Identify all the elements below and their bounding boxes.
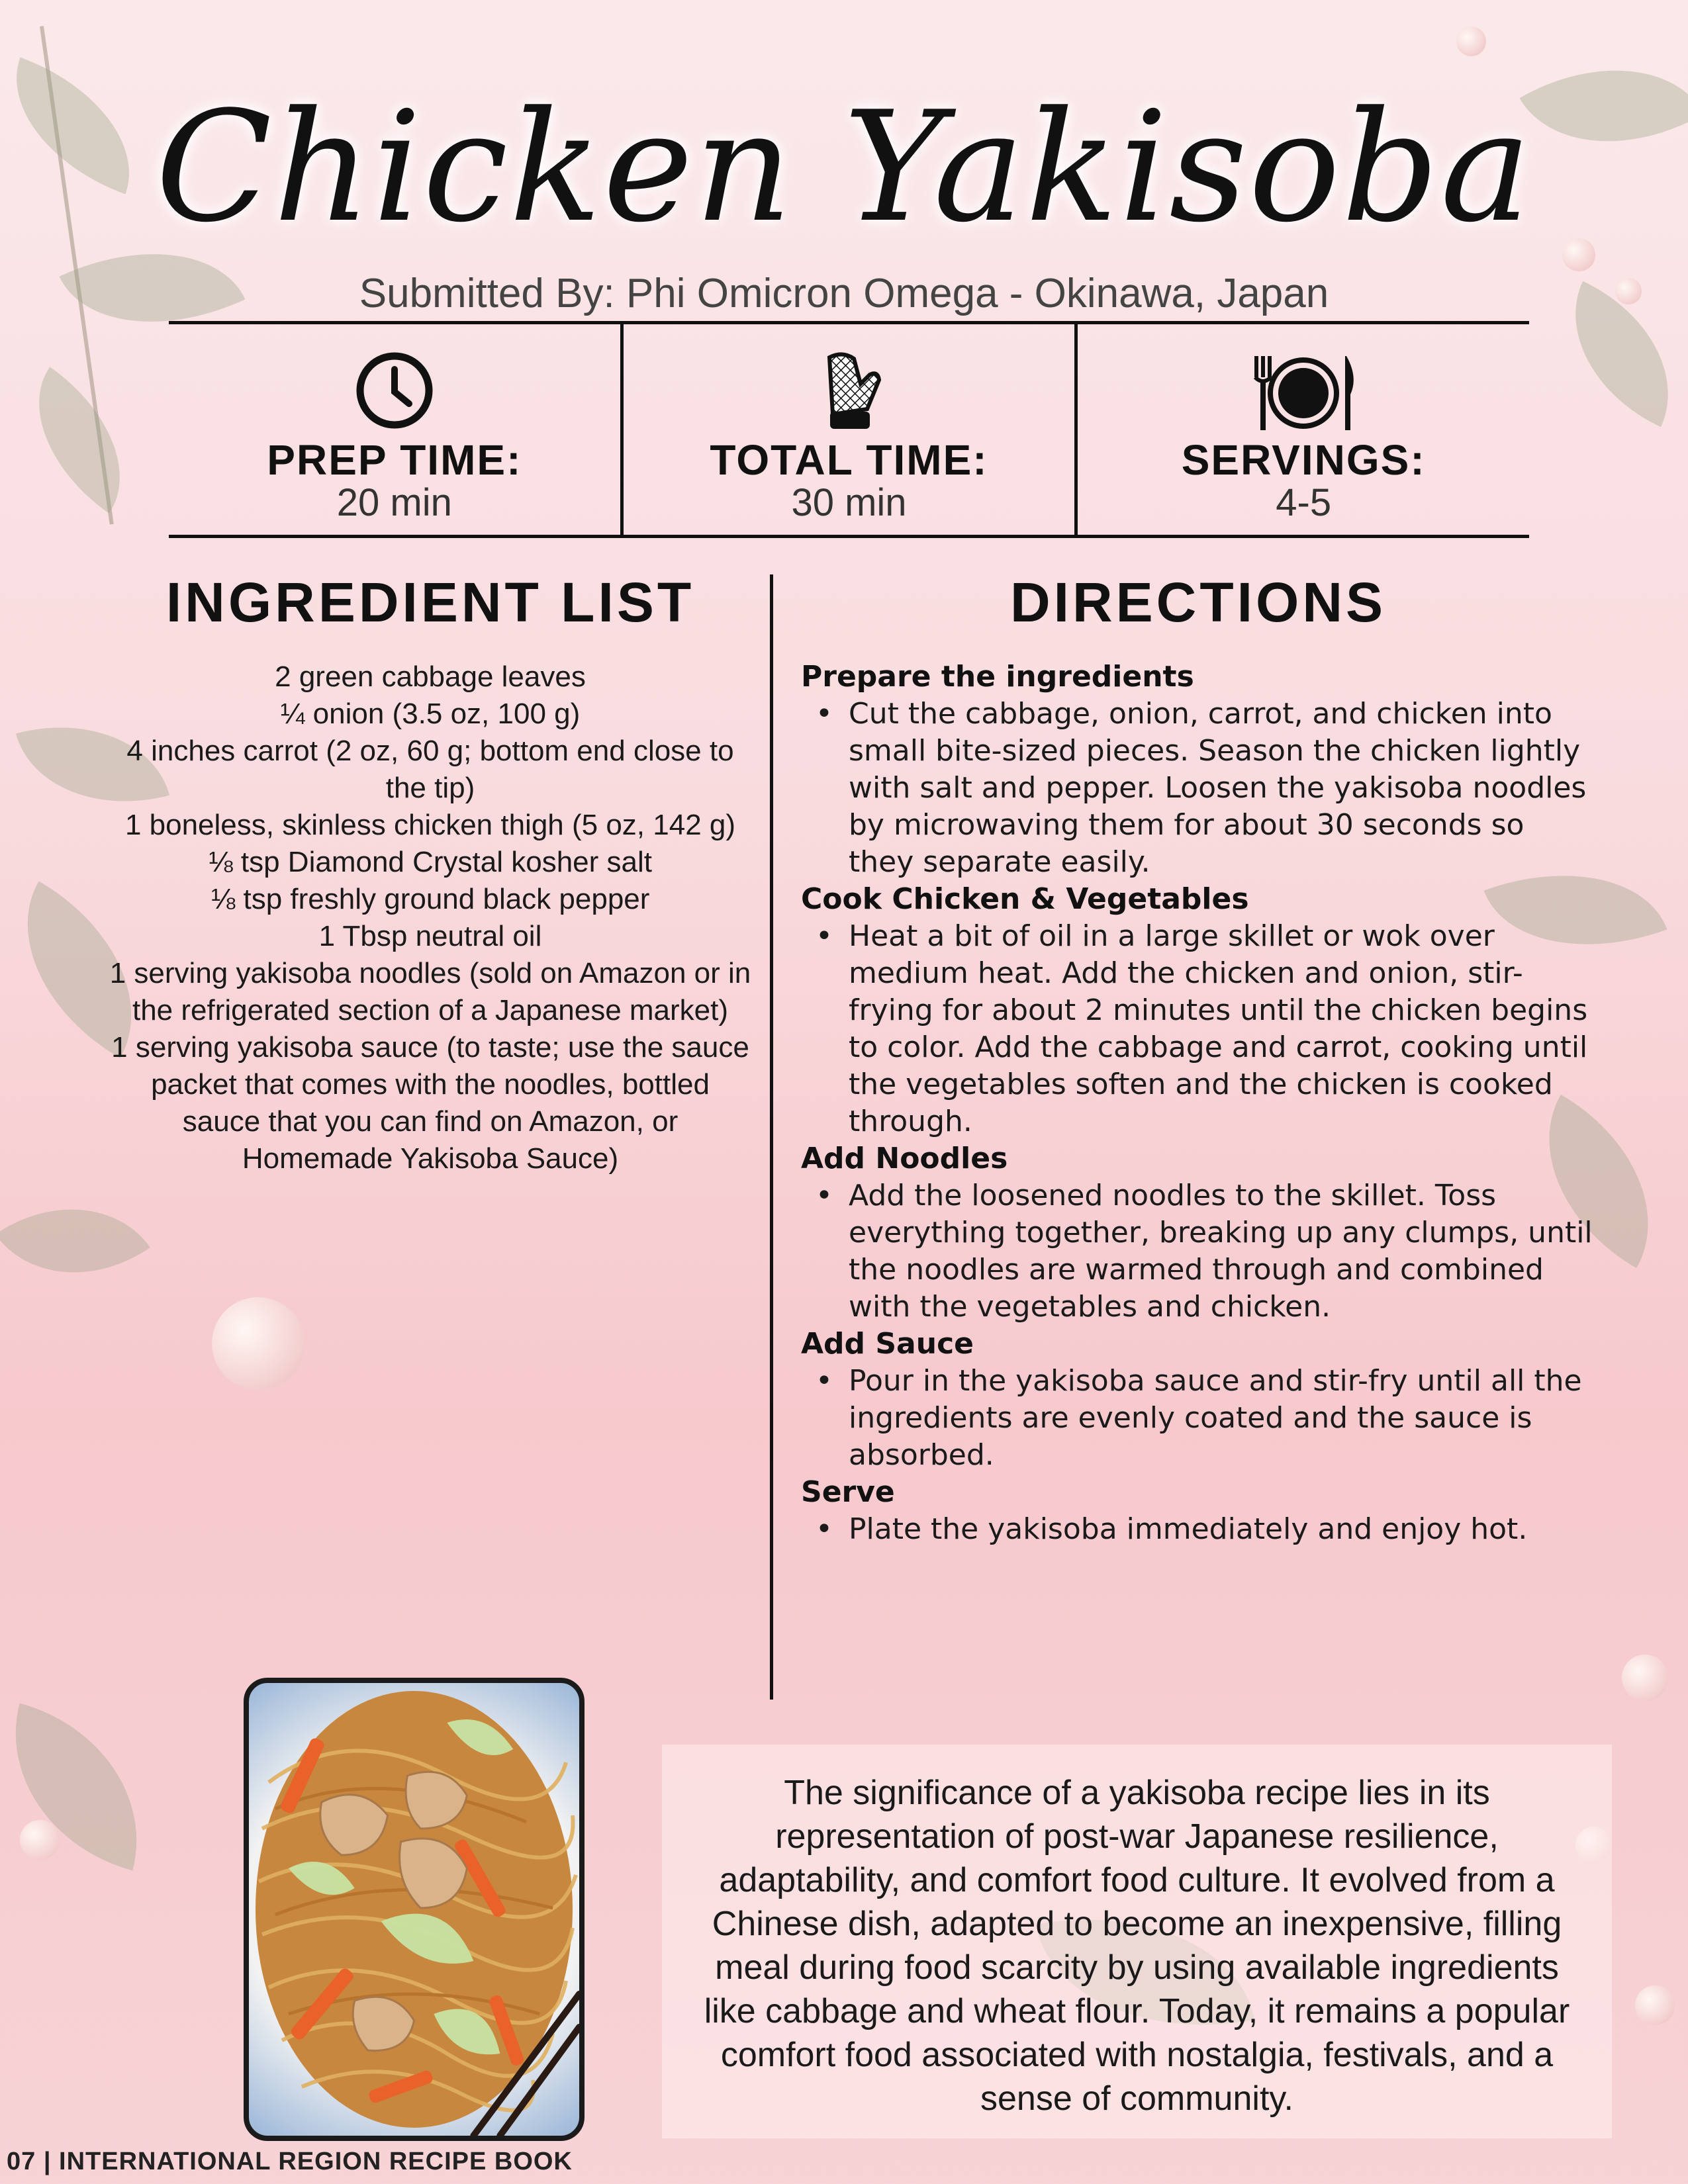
clock-icon — [355, 351, 434, 430]
noodle-dish-image — [249, 1683, 579, 2136]
total-time-value: 30 min — [791, 481, 907, 524]
oven-mitt-icon — [813, 351, 886, 433]
total-time-label: TOTAL TIME: — [710, 436, 988, 484]
servings-cell — [1074, 324, 1529, 535]
servings-value: 4-5 — [1276, 481, 1332, 524]
direction-step-text: • Add the loosened noodles to the skillet. Toss everything together, breaking up any clumps, until the noodles are warmed through and combined with the vegetables and chicken. — [801, 1177, 1595, 1326]
yakisoba-photo — [244, 1678, 585, 2141]
prep-time-label: PREP TIME: — [267, 436, 522, 484]
direction-step-title: Prepare the ingredients — [801, 660, 1194, 694]
ingredient-list-heading: INGREDIENT LIST — [165, 571, 695, 633]
direction-step-title: Serve — [801, 1475, 895, 1509]
submitted-by: Submitted By: Phi Omicron Omega - Okinawa, Japan — [359, 271, 1329, 316]
direction-step-title: Cook Chicken & Vegetables — [801, 882, 1249, 916]
direction-step — [801, 1140, 1595, 1326]
ingredient-item: 1 serving yakisoba noodles (sold on Amazon or in the refrigerated section of a Japanese market) — [109, 957, 751, 1026]
direction-step-title: Add Sauce — [801, 1327, 974, 1361]
directions-list — [801, 659, 1595, 1548]
ingredient-item: ⅛ tsp Diamond Crystal kosher salt — [208, 846, 653, 878]
ingredient-item: ¼ onion (3.5 oz, 100 g) — [280, 698, 581, 730]
direction-step-text: • Heat a bit of oil in a large skillet or wok over medium heat. Add the chicken and onion, stir-frying for about 2 minutes until the chicken begins to color. Add the cabbage and carrot, cooking until the vegetables soften and the chicken is cooked through. — [801, 918, 1595, 1140]
ingredient-item: 1 serving yakisoba sauce (to taste; use the sauce packet that comes with the noodles, bottled sauce that you can find on Amazon, or Homemade Yakisoba Sauce) — [111, 1031, 749, 1175]
page-footer: 07 | INTERNATIONAL REGION RECIPE BOOK — [7, 2148, 573, 2175]
recipe-info-table — [169, 321, 1529, 538]
column-divider — [770, 574, 773, 1700]
ingredient-item: 4 inches carrot (2 oz, 60 g; bottom end close to the tip) — [126, 735, 734, 804]
plate-cutlery-icon — [1247, 351, 1360, 433]
servings-label: SERVINGS: — [1181, 436, 1426, 484]
direction-step — [801, 881, 1595, 1140]
ingredient-item: ⅛ tsp freshly ground black pepper — [211, 883, 650, 915]
ingredient-item: 1 Tbsp neutral oil — [318, 920, 542, 952]
direction-step — [801, 659, 1595, 881]
direction-step-text: • Cut the cabbage, onion, carrot, and chicken into small bite-sized pieces. Season the chicken lightly with salt and pepper. Loosen the yakisoba noodles by microwaving them for about 30 seconds so they separate easily. — [801, 696, 1595, 881]
direction-step — [801, 1326, 1595, 1474]
ingredient-item: 2 green cabbage leaves — [275, 660, 586, 693]
recipe-title: Chicken Yakisoba — [155, 79, 1533, 256]
ingredient-item: 1 boneless, skinless chicken thigh (5 oz, 142 g) — [124, 809, 736, 841]
total-time-cell — [620, 324, 1075, 535]
direction-step-title: Add Noodles — [801, 1142, 1008, 1175]
prep-time-value: 20 min — [336, 481, 452, 524]
prep-time-cell — [169, 324, 620, 535]
direction-step-text: • Plate the yakisoba immediately and enjoy hot. — [801, 1511, 1595, 1548]
directions-heading: DIRECTIONS — [1009, 571, 1387, 633]
ingredient-list — [109, 659, 751, 1177]
direction-step-text: • Pour in the yakisoba sauce and stir-fry until all the ingredients are evenly coated and the sauce is absorbed. — [801, 1363, 1595, 1474]
significance-text: The significance of a yakisoba recipe lies in its representation of post-war Japanese resilience, adaptability, and comfort food culture. It evolved from a Chinese dish, adapted to become an inexpensive, filling meal during food scarcity by using available ingredients like cabbage and wheat flour. Today, it remains a popular comfort food associated with nostalgia, festivals, and a sense of community. — [662, 1745, 1612, 2138]
direction-step — [801, 1474, 1595, 1548]
